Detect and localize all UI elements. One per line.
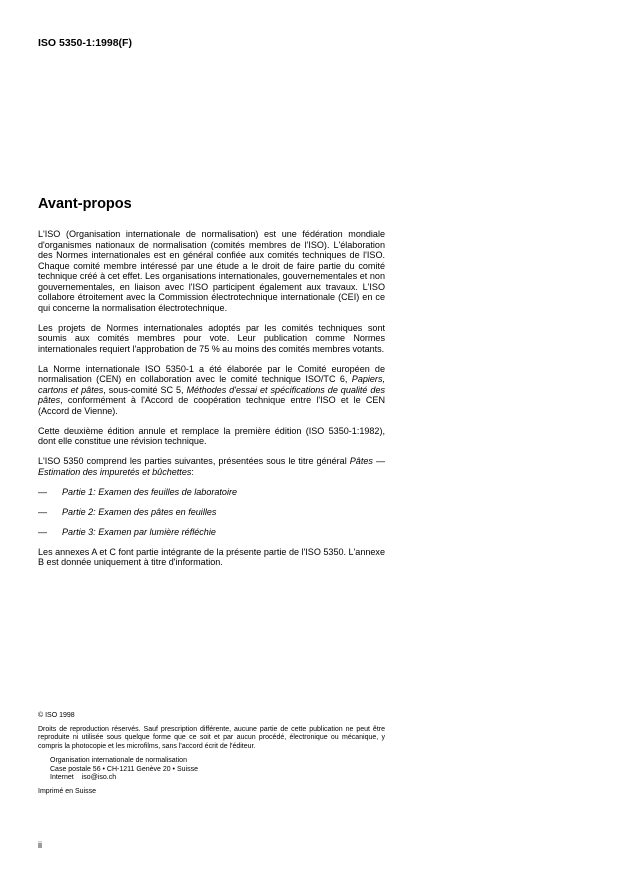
- preparation-subcommittee-title: Méthodes d'essai et spécifications de qualité des pâtes: [38, 384, 386, 405]
- preparation-text-3: , conformément à l'Accord de coopération technique entre l'ISO et le CEN (Accord de Vienne).: [38, 395, 385, 416]
- parts-intro-colon: :: [191, 466, 194, 477]
- document-id-header: ISO 5350-1:1998(F): [38, 37, 132, 49]
- organisation-name: Organisation internationale de normalisation: [50, 756, 187, 764]
- part-1-title: Partie 1: Examen des feuilles de laboratoire: [62, 486, 238, 497]
- copyright-line: © ISO 1998: [38, 712, 75, 719]
- part-2-title: Partie 2: Examen des pâtes en feuilles: [62, 506, 217, 517]
- list-dash: —: [38, 486, 48, 497]
- parts-general-title: Pâtes — Estimation des impuretés et bûchettes: [38, 456, 385, 477]
- page-number: ii: [38, 840, 42, 850]
- printed-in: Imprimé en Suisse: [38, 787, 96, 795]
- paragraph-voting: Les projets de Normes internationales adoptés par les comités techniques sont soumis aux comités membres pour vote. Leur publication comme Normes internationales requiert l'approbation de 75 % au moins des comités membres votants.: [38, 322, 385, 354]
- internet-email: iso@iso.ch: [81, 774, 117, 782]
- section-title: Avant-propos: [38, 196, 132, 212]
- parts-intro-text: L'ISO 5350 comprend les parties suivantes, présentées sous le titre général: [38, 456, 350, 466]
- internet-line: [38, 774, 385, 783]
- preparation-text-2: , sous-comité SC 5,: [103, 384, 187, 395]
- paragraph-annexes: Les annexes A et C font partie intégrante de la présente partie de l'ISO 5350. L'annexe B est donnée uniquement à titre d'information.: [38, 546, 385, 567]
- preparation-text-1: La Norme internationale ISO 5350-1 a été élaborée par le Comité européen de normalisation (CEN) en collaboration avec le comité technique ISO/TC 6,: [38, 363, 385, 384]
- paragraph-parts-intro: [38, 456, 385, 477]
- paragraph-edition: Cette deuxième édition annule et remplace la première édition (ISO 5350-1:1982), dont elle constitue une révision technique.: [38, 425, 385, 446]
- part-3-title: Partie 3: Examen par lumière réfléchie: [62, 526, 216, 537]
- list-dash: —: [38, 526, 48, 537]
- list-dash: —: [38, 506, 48, 517]
- paragraph-preparation: [38, 364, 385, 417]
- list-item-part-1: [38, 487, 385, 498]
- copyright-footer: [38, 712, 385, 797]
- internet-label: Internet: [50, 774, 74, 782]
- organisation-address: Case postale 56 • CH-1211 Genève 20 • Suisse: [50, 765, 198, 773]
- rights-notice: Droits de reproduction réservés. Sauf prescription différente, aucune partie de cette publication ne peut être reproduite ni utilisée sous quelque forme que ce soit et par aucun procédé, électronique ou mécanique, y compris la photocopie et les microfilms, sans l'accord écrit de l'éditeur.: [38, 725, 385, 751]
- paragraph-iso-intro: L'ISO (Organisation internationale de normalisation) est une fédération mondiale d'organismes nationaux de normalisation (comités membres de l'ISO). L'élaboration des Normes internationales est en général confiée aux comités techniques de l'ISO. Chaque comité membre intéressé par une étude a le droit de faire partie du comité technique créé à cet effet. Les organisations internationales, gouvernementales et non gouvernementales, en liaison avec l'ISO participent également aux travaux. L'ISO collabore étroitement avec la Commission électrotechnique internationale (CEI) en ce qui concerne la normalisation électrotechnique.: [38, 229, 385, 313]
- list-item-part-3: [38, 527, 385, 538]
- foreword-body: [38, 229, 385, 577]
- list-item-part-2: [38, 507, 385, 518]
- preparation-committee-title: Papiers, cartons et pâtes: [38, 374, 385, 395]
